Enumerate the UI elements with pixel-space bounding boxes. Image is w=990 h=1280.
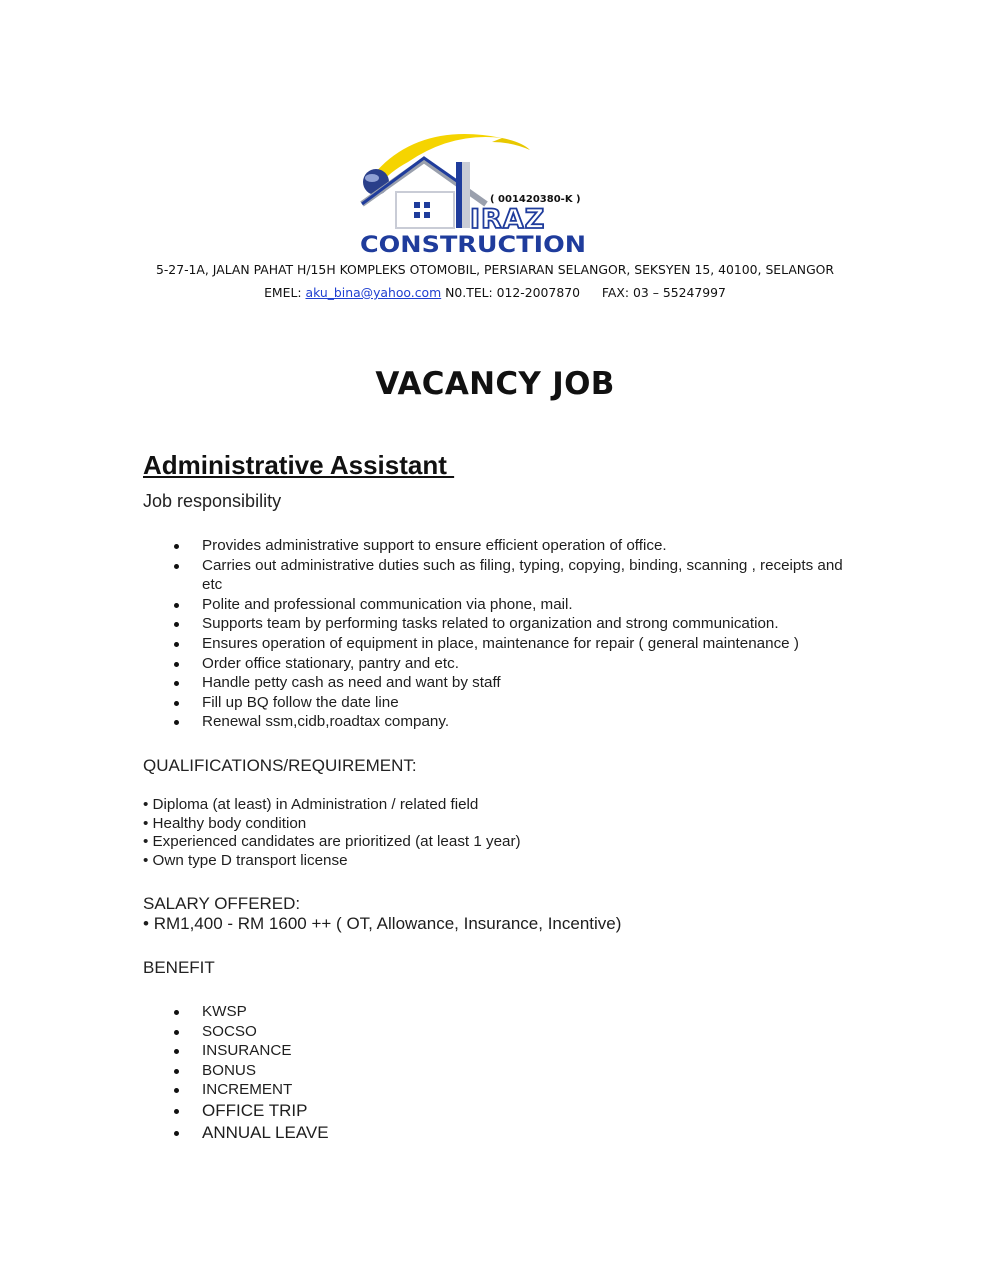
logo-brand-name: IRAZ — [470, 204, 546, 235]
email-link[interactable]: aku_bina@yahoo.com — [305, 285, 442, 300]
fax-number: FAX: 03 – 55247997 — [601, 285, 726, 300]
qualifications-heading: QUALIFICATIONS/REQUIREMENT: — [143, 756, 417, 775]
list-item: Renewal ssm,cidb,roadtax company. — [172, 712, 852, 732]
responsibility-heading: Job responsibility — [143, 491, 282, 511]
page-title: VACANCY JOB — [375, 366, 615, 402]
list-item: • Healthy body condition — [143, 815, 521, 834]
company-logo — [352, 128, 592, 256]
email-label: EMEL: — [264, 285, 302, 300]
list-item: Polite and professional communication via phone, mail. — [172, 595, 852, 615]
salary-heading: SALARY OFFERED: — [143, 894, 301, 913]
list-item: Provides administrative support to ensure efficient operation of office. — [172, 536, 852, 556]
list-item: Fill up BQ follow the date line — [172, 693, 852, 713]
list-item: Supports team by performing tasks related to organization and strong communication. — [172, 614, 852, 634]
list-item: OFFICE TRIP — [172, 1100, 329, 1122]
qualifications-list — [143, 796, 521, 870]
company-address: 5-27-1A, JALAN PAHAT H/15H KOMPLEKS OTOMOBIL, PERSIARAN SELANGOR, SEKSYEN 15, 40100, SELANGOR — [155, 262, 835, 277]
list-item: INCREMENT — [172, 1080, 329, 1100]
list-item: ANNUAL LEAVE — [172, 1122, 329, 1144]
responsibility-list — [172, 536, 852, 732]
list-item: Ensures operation of equipment in place, maintenance for repair ( general maintenance ) — [172, 634, 852, 654]
list-item: INSURANCE — [172, 1041, 329, 1061]
list-item: • Own type D transport license — [143, 852, 521, 871]
salary-value: • RM1,400 - RM 1600 ++ ( OT, Allowance, Insurance, Incentive) — [143, 914, 621, 934]
list-item: Carries out administrative duties such as filing, typing, copying, binding, scanning , receipts and etc — [172, 556, 852, 595]
logo-reg-number: ( 001420380-K ) — [490, 194, 581, 205]
list-item: SOCSO — [172, 1022, 329, 1042]
benefit-list — [172, 1002, 329, 1144]
list-item: KWSP — [172, 1002, 329, 1022]
tel-number: N0.TEL: 012-2007870 — [445, 285, 580, 300]
list-item: Order office stationary, pantry and etc. — [172, 654, 852, 674]
list-item: • Experienced candidates are prioritized (at least 1 year) — [143, 833, 521, 852]
benefit-heading: BENEFIT — [143, 958, 215, 977]
list-item: Handle petty cash as need and want by staff — [172, 673, 852, 693]
list-item: BONUS — [172, 1061, 329, 1081]
list-item: • Diploma (at least) in Administration / related field — [143, 796, 521, 815]
company-contact — [0, 285, 990, 300]
job-title: Administrative Assistant — [143, 450, 455, 480]
logo-brand-sub: CONSTRUCTION — [360, 232, 586, 256]
